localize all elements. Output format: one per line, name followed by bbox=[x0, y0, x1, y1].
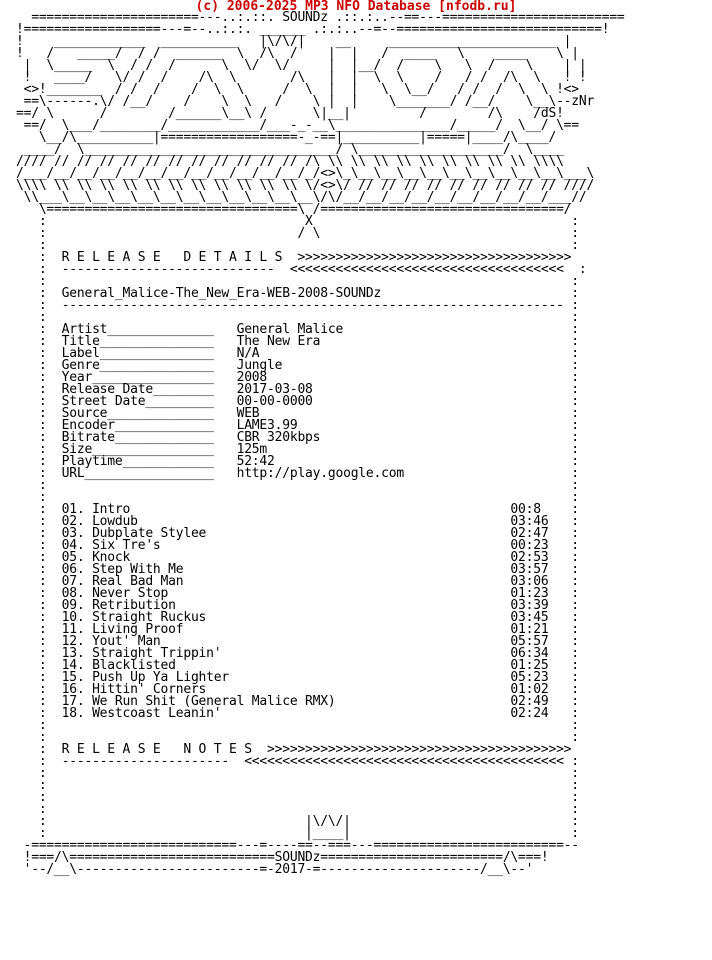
nfo-line: '--/__\------------------------=-2017-=---------------------/__\--' bbox=[16, 862, 534, 877]
nfo-line: : Source______________ WEB : bbox=[16, 406, 579, 421]
nfo-line: : 04. Six Tre's 00:23 : bbox=[16, 538, 579, 553]
nfo-line: : 09. Retribution 03:39 : bbox=[16, 598, 579, 613]
nfo-line: !==================---=--..:.:. ______ .:.:..--=--===========================! bbox=[16, 22, 610, 37]
nfo-line: : 18. Westcoast Leanin' 02:24 : bbox=[16, 706, 579, 721]
nfo-line: : : bbox=[16, 718, 579, 733]
nfo-line: : X : bbox=[16, 214, 579, 229]
nfo-line: : : bbox=[16, 766, 579, 781]
nfo-line: : : bbox=[16, 310, 579, 325]
nfo-line: ! / _____/ / / ______ \ /\ / | | / ____ \ ____ \ | bbox=[16, 46, 579, 61]
nfo-line: : URL_________________ http://play.google.com : bbox=[16, 466, 579, 481]
nfo-line: : ---------------------- <<<<<<<<<<<<<<<<<<<<<<<<<<<<<<<<<<<<<<<<<< : bbox=[16, 754, 579, 769]
nfo-line: : Bitrate_____________ CBR 320kbps : bbox=[16, 430, 579, 445]
nfo-line: : 06. Step With Me 03:57 : bbox=[16, 562, 579, 577]
nfo-line: : : bbox=[16, 274, 579, 289]
nfo-line: : 11. Living Proof 01:21 : bbox=[16, 622, 579, 637]
nfo-line: : : bbox=[16, 790, 579, 805]
nfo-line: ==/ \___/________/____________/___-_-__\_______________/_____/ \__/ \== bbox=[16, 118, 579, 133]
nfo-line: !===/\===========================SOUNDz========================/\===! bbox=[16, 850, 549, 865]
nfo-line: : 14. Blacklisted 01:25 : bbox=[16, 658, 579, 673]
nfo-line: -===========================---=----==--===---=========================-- bbox=[16, 838, 579, 853]
nfo-line: : |\/\/| : bbox=[16, 814, 579, 829]
nfo-line: : Playtime____________ 52:42 : bbox=[16, 454, 579, 469]
nfo-line: ! ____________ __________ |\/\/| __ ______________________ | bbox=[16, 34, 572, 49]
nfo-line: : 08. Never Stop 01:23 : bbox=[16, 586, 579, 601]
nfo-line: \__/\__________|==================-_-==|__________|=====|____/\____/ bbox=[16, 130, 557, 145]
nfo-line: : Size________________ 125m : bbox=[16, 442, 579, 457]
nfo-line: : 05. Knock 02:53 : bbox=[16, 550, 579, 565]
nfo-line: : ------------------------------------------------------------------ : bbox=[16, 298, 579, 313]
nfo-line: | \_____ \ / / / \ \/ \/ | |__/ / \ \ / \ | | bbox=[16, 58, 587, 73]
nfo-line: : : bbox=[16, 730, 579, 745]
nfo-line: : 01. Intro 00:8 : bbox=[16, 502, 579, 517]
nfo-line: //// // // // // // // // // // // // /\ \\ \\ \\ \\ \\ \\ \\ \\ \\ \\\\ bbox=[16, 154, 572, 169]
site-credit-link[interactable]: (c) 2006-2025 MP3 NFO Database [nfodb.ru] bbox=[195, 0, 517, 14]
nfo-line: : 10. Straight Ruckus 03:45 : bbox=[16, 610, 579, 625]
nfo-line: : Artist______________ General Malice : bbox=[16, 322, 579, 337]
nfo-line: ======================---..:.::. SOUNDz .::.:..--==---======================== bbox=[16, 10, 633, 25]
nfo-line: : 17. We Run Shit (General Malice RMX) 02:49 : bbox=[16, 694, 579, 709]
nfo-line: : Encoder_____________ LAME3.99 : bbox=[16, 418, 579, 433]
nfo-line: : 02. Lowdub 03:46 : bbox=[16, 514, 579, 529]
nfo-line: : 03. Dubplate Stylee 02:47 : bbox=[16, 526, 579, 541]
nfo-line: : Genre_______________ Jungle : bbox=[16, 358, 579, 373]
nfo-line: : R E L E A S E N O T E S >>>>>>>>>>>>>>>>>>>>>>>>>>>>>>>>>>>>>>>> bbox=[16, 742, 579, 757]
nfo-text bbox=[16, 12, 632, 876]
nfo-line: : : bbox=[16, 802, 579, 817]
nfo-line: \=================================\ /================================/ bbox=[16, 202, 572, 217]
nfo-line: : Street Date_________ 00-00-0000 : bbox=[16, 394, 579, 409]
nfo-line: : General_Malice-The_New_Era-WEB-2008-SOUNDz : bbox=[16, 286, 579, 301]
nfo-line: : Year________________ 2008 : bbox=[16, 370, 579, 385]
nfo-line: ! ____/ \/ / / /\ \ /\ | | \ \ / / / /\ \ ! ! bbox=[16, 70, 587, 85]
nfo-line: : 16. Hittin' Corners 01:02 : bbox=[16, 682, 579, 697]
nfo-line: : R E L E A S E D E T A I L S >>>>>>>>>>>>>>>>>>>>>>>>>>>>>>>>>>>> bbox=[16, 250, 579, 265]
nfo-line: : 12. Yout' Man 05:57 : bbox=[16, 634, 579, 649]
nfo-line: : 15. Push Up Ya Lighter 05:23 : bbox=[16, 670, 579, 685]
nfo-line: : : bbox=[16, 238, 579, 253]
nfo-line: : : bbox=[16, 778, 579, 793]
nfo-line: : 07. Real Bad Man 03:06 : bbox=[16, 574, 579, 589]
nfo-line: : Title_______________ The New Era : bbox=[16, 334, 579, 349]
nfo-line: <>!_______ / / / / \ \ / \ | | \ \__/ / / / \ \ !<> bbox=[16, 82, 579, 97]
nfo-line: : ---------------------------- <<<<<<<<<<<<<<<<<<<<<<<<<<<<<<<<<<<< : bbox=[16, 262, 587, 277]
nfo-line: \\\\ \\ \\ \\ \\ \\ \\ \\ \\ \\ \\ \\ \/<>\/ // // // // // // // // // //// bbox=[16, 178, 595, 193]
nfo-line: : : bbox=[16, 478, 579, 493]
nfo-line: ==\------.\/ /__/ / \ \ / \ | | \_______/ /__/ \__\--zNr bbox=[16, 94, 595, 109]
nfo-line: : Label_______________ N/A : bbox=[16, 346, 579, 361]
nfo-line: : Release Date________ 2017-03-08 : bbox=[16, 382, 579, 397]
nfo-line: ____/ \_________________________________/ \___________________/ \____ bbox=[16, 142, 572, 157]
nfo-line: : : bbox=[16, 490, 579, 505]
nfo-line: : / \ : bbox=[16, 226, 579, 241]
nfo-line: \\___\__\__\__\__\__\__\__\__\__\__\__\/\/__/__/__/__/__/__/__/__/__/___// bbox=[16, 190, 587, 205]
nfo-line: /___/__/__/__/__/__/__/__/__/__/__/__/_/<>\_\__\__\__\__\__\__\__\__\__\___\ bbox=[16, 166, 595, 181]
nfo-line: ==/ \ / /______\__\ / \|__| / /\ /dS! bbox=[16, 106, 564, 121]
nfo-line: : 13. Straight Trippin' 06:34 : bbox=[16, 646, 579, 661]
nfo-line: : |____| : bbox=[16, 826, 579, 841]
